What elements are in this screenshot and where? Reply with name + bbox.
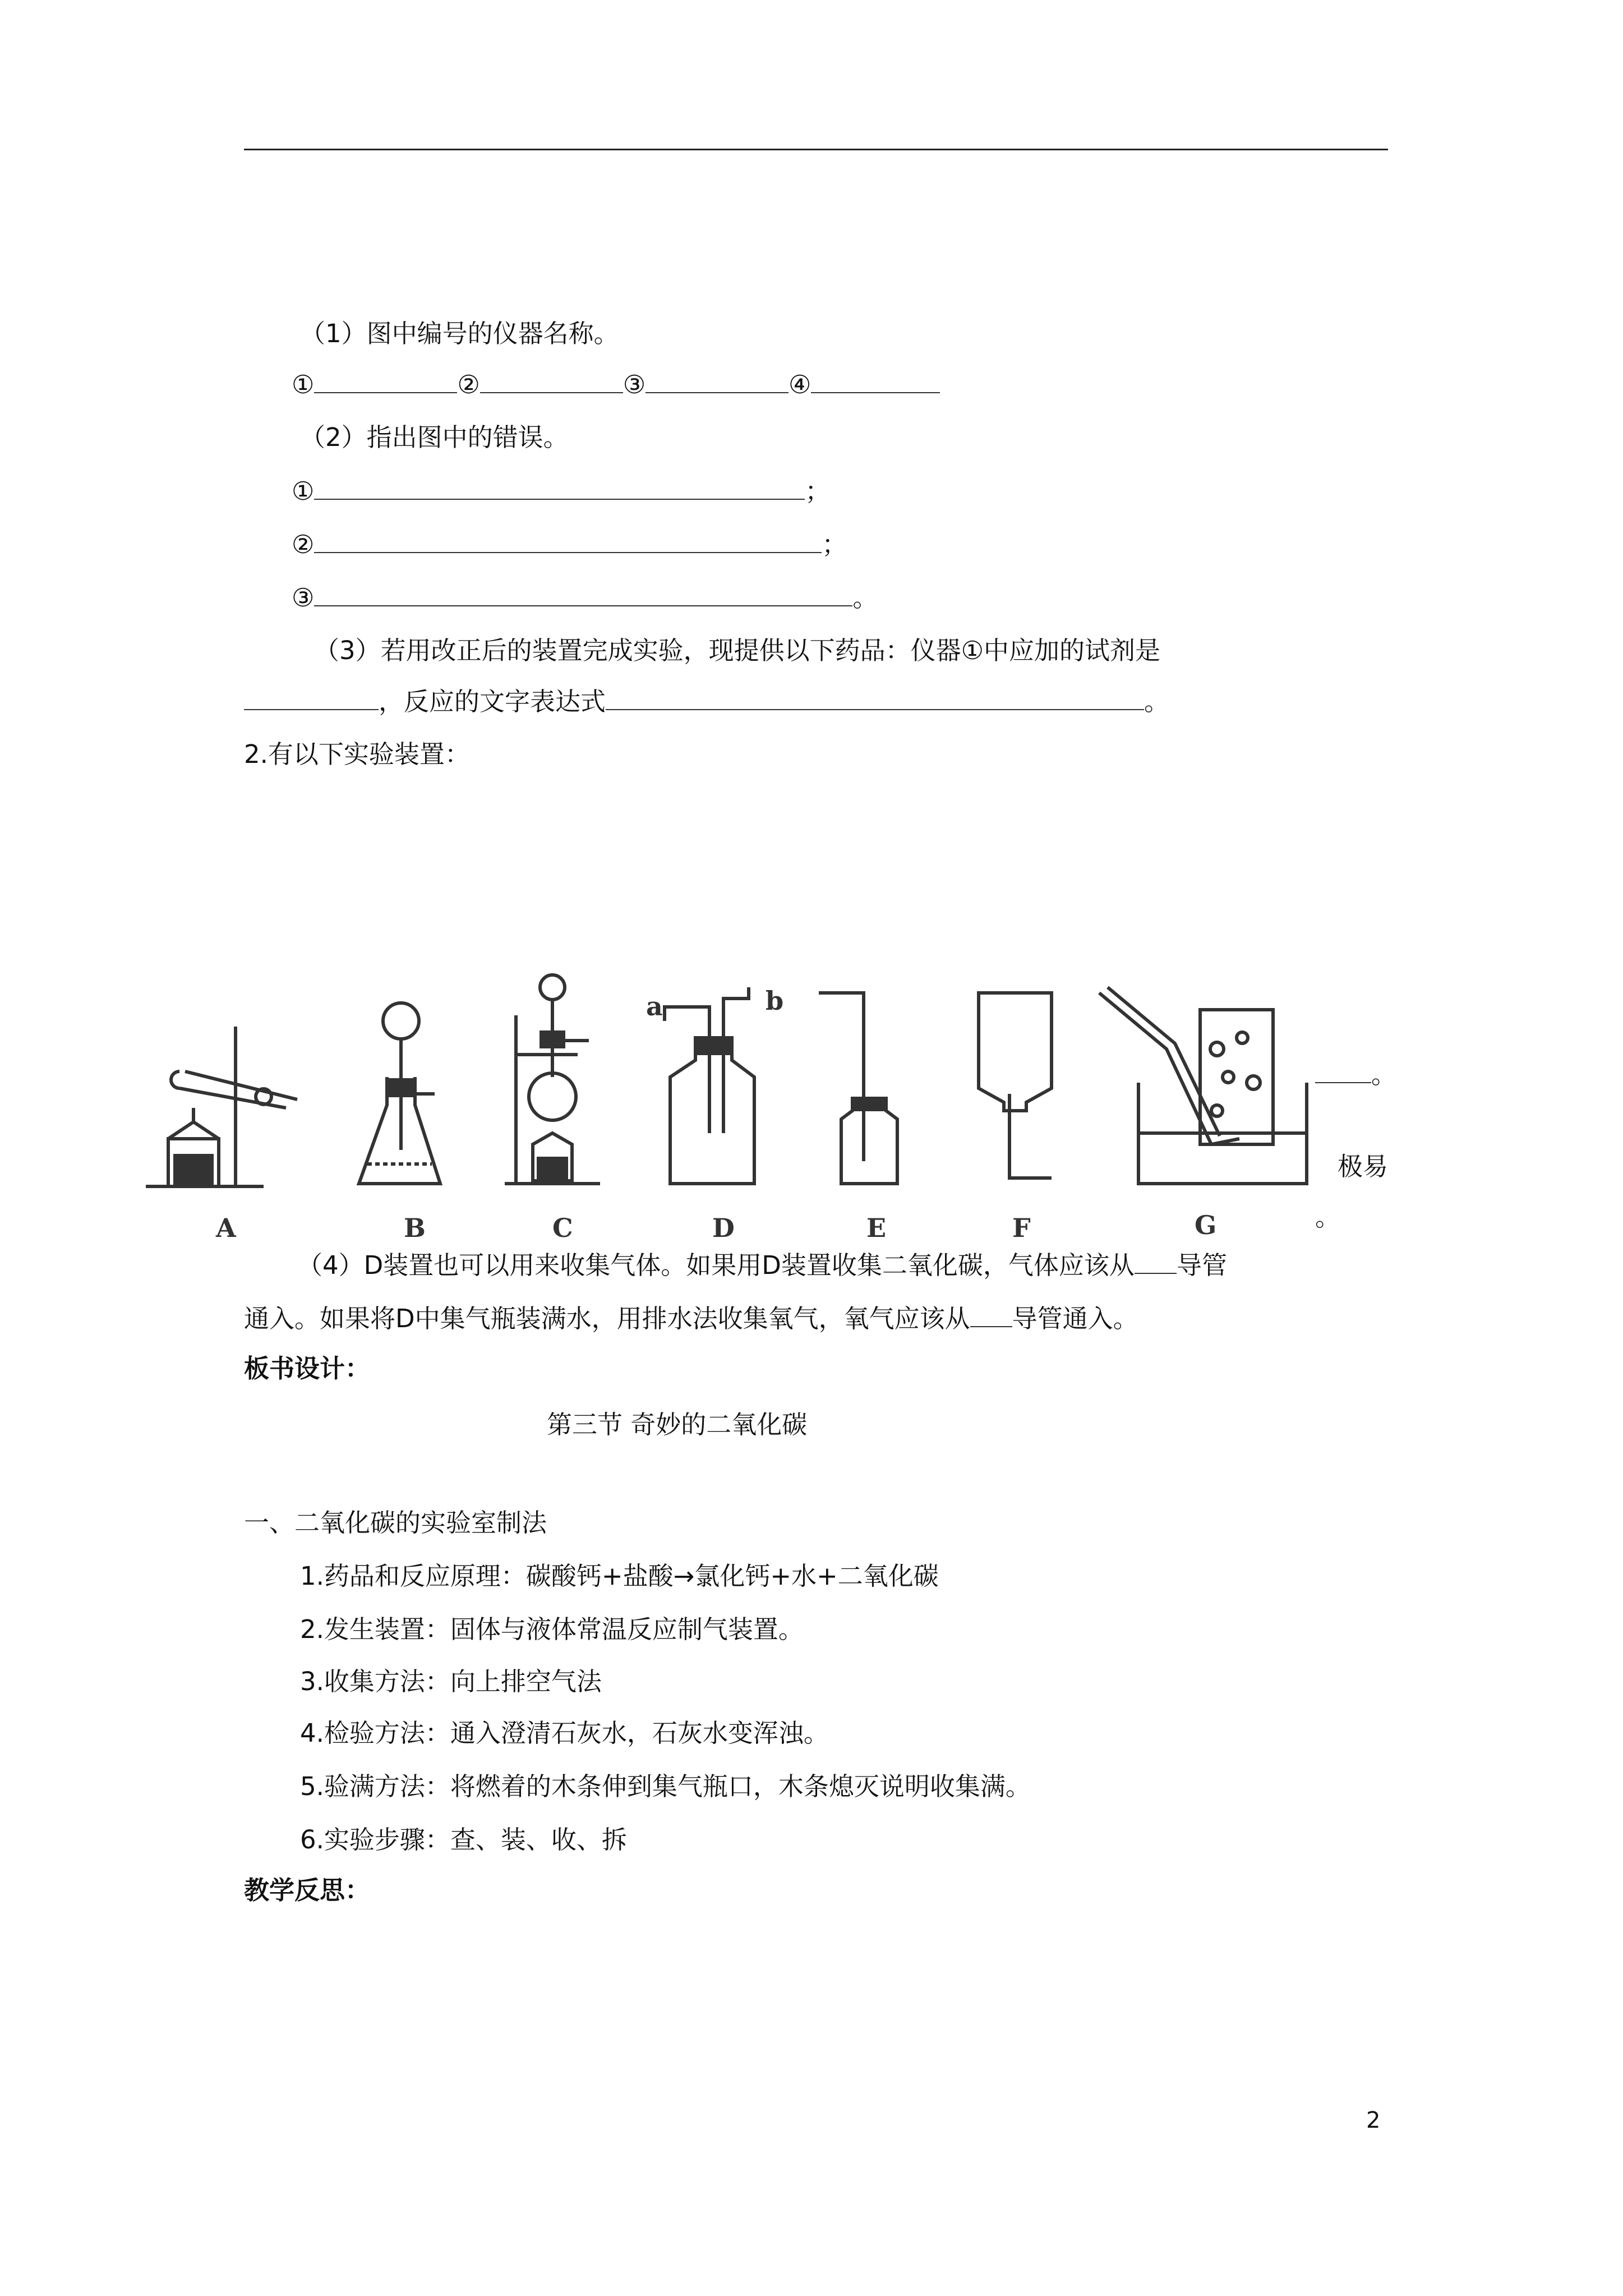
- q1-error-1: ① ；: [292, 474, 830, 508]
- apparatus-g: [1099, 987, 1307, 1184]
- reflection-heading: 教学反思：: [244, 1875, 371, 1905]
- side-fragment-3: 。: [1315, 1202, 1341, 1232]
- page-number: 2: [1366, 2108, 1381, 2133]
- board-item-3: 3.收集方法：向上排空气法: [300, 1667, 602, 1696]
- label-g: G: [1195, 1210, 1217, 1240]
- header-rule: [244, 149, 1388, 150]
- label-a: A: [216, 1213, 236, 1243]
- apparatus-c: [505, 975, 600, 1184]
- apparatus-e: [819, 993, 897, 1184]
- q1-error-3: ③ 。: [292, 581, 878, 615]
- q1-part2: （2）指出图中的错误。: [300, 422, 569, 452]
- apparatus-d: [665, 987, 754, 1184]
- q1-part1: （1）图中编号的仪器名称。: [300, 319, 619, 348]
- board-item-2: 2.发生装置：固体与液体常温反应制气装置。: [300, 1614, 804, 1644]
- q1-part3-line2: ，反应的文字表达式 。: [244, 684, 1169, 719]
- board-section: 一、二氧化碳的实验室制法: [244, 1508, 547, 1538]
- apparatus-d-tube-b: b: [766, 986, 784, 1016]
- apparatus-figure: [0, 965, 1623, 1257]
- q1-name-blanks: ① ② ③ ④: [292, 367, 940, 402]
- q2-part4-line1: （4）D装置也可以用来收集气体。如果用D装置收集二氧化碳，气体应该从 导管: [297, 1248, 1227, 1282]
- apparatus-d-tube-a: a: [646, 991, 663, 1022]
- side-fragment-2: 极易: [1338, 1152, 1389, 1181]
- apparatus-b: [359, 1003, 440, 1184]
- board-item-4: 4.检验方法：通入澄清石灰水，石灰水变浑浊。: [300, 1718, 829, 1748]
- apparatus-f: [979, 993, 1052, 1178]
- board-item-1: 1.药品和反应原理：碳酸钙+盐酸→氯化钙+水+二氧化碳: [300, 1561, 939, 1591]
- board-heading: 板书设计：: [244, 1354, 371, 1383]
- label-b: B: [404, 1213, 426, 1243]
- label-d: D: [712, 1213, 735, 1243]
- side-fragment-1: 。: [1315, 1057, 1396, 1092]
- board-item-5: 5.验满方法：将燃着的木条伸到集气瓶口，木条熄灭说明收集满。: [300, 1772, 1031, 1801]
- apparatus-a: [146, 1027, 297, 1186]
- q2-part4-line2: 通入。如果将D中集气瓶装满水，用排水法收集氧气，氧气应该从 导管通入。: [244, 1301, 1138, 1336]
- label-e: E: [866, 1213, 887, 1243]
- q1-error-2: ② ；: [292, 527, 847, 562]
- board-title: 第三节 奇妙的二氧化碳: [547, 1410, 808, 1439]
- board-item-6: 6.实验步骤：查、装、收、拆: [300, 1825, 627, 1855]
- label-c: C: [552, 1213, 573, 1243]
- label-f: F: [1012, 1213, 1031, 1243]
- q1-part3-line1: （3）若用改正后的装置完成实验，现提供以下药品：仪器①中应加的试剂是: [314, 636, 1160, 665]
- q2-intro: 2.有以下实验装置：: [244, 739, 470, 769]
